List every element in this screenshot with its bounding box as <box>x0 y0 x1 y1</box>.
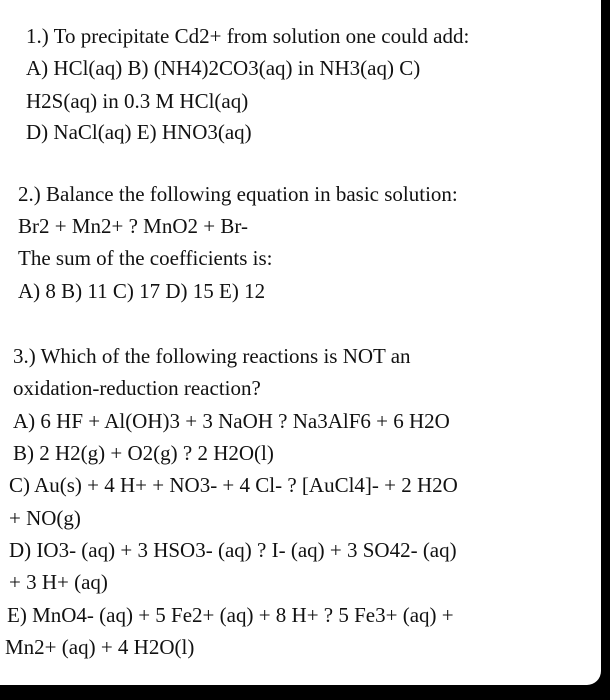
q3-stem-line-1: 3.) Which of the following reactions is NOT an <box>13 344 411 368</box>
q3-option-c-line-1: C) Au(s) + 4 H+ + NO3- + 4 Cl- ? [AuCl4]- + 2 H2O <box>9 473 458 497</box>
q3-stem-line-2: oxidation-reduction reaction? <box>13 376 261 400</box>
q3-option-c-line-2: + NO(g) <box>9 506 81 530</box>
q3-option-a: A) 6 HF + Al(OH)3 + 3 NaOH ? Na3AlF6 + 6 H2O <box>13 409 450 433</box>
q1-stem: 1.) To precipitate Cd2+ from solution one could add: <box>26 24 470 48</box>
q2-stem: 2.) Balance the following equation in basic solution: <box>18 182 458 206</box>
q1-options-line-3: D) NaCl(aq) E) HNO3(aq) <box>26 120 252 144</box>
q1-options-line-1: A) HCl(aq) B) (NH4)2CO3(aq) in NH3(aq) C) <box>26 56 421 80</box>
q2-options: A) 8 B) 11 C) 17 D) 15 E) 12 <box>18 279 266 303</box>
q3-option-e-line-1: E) MnO4- (aq) + 5 Fe2+ (aq) + 8 H+ ? 5 Fe3+ (aq) + <box>7 603 454 627</box>
q3-option-d-line-1: D) IO3- (aq) + 3 HSO3- (aq) ? I- (aq) + 3 SO42- (aq) <box>9 538 457 562</box>
q3-option-d-line-2: + 3 H+ (aq) <box>9 570 108 594</box>
q3-option-b: B) 2 H2(g) + O2(g) ? 2 H2O(l) <box>13 441 274 465</box>
q2-equation: Br2 + Mn2+ ? MnO2 + Br- <box>18 214 248 238</box>
q1-options-line-2: H2S(aq) in 0.3 M HCl(aq) <box>26 89 249 113</box>
q2-question: The sum of the coefficients is: <box>18 246 273 270</box>
q3-option-e-line-2: Mn2+ (aq) + 4 H2O(l) <box>5 635 195 659</box>
